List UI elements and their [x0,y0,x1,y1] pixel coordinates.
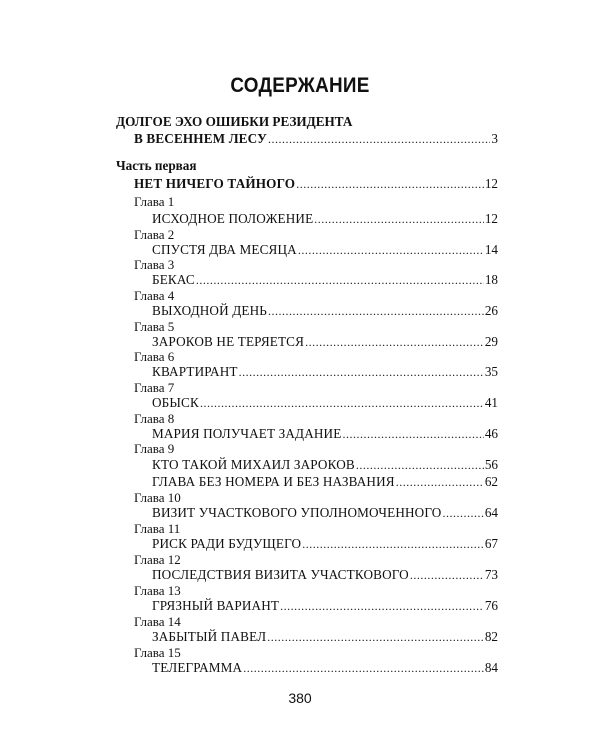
chapter-title: ЗАБЫТЫЙ ПАВЕЛ [152,629,267,644]
chapter-label: Глава 10 [134,490,181,505]
page-ref: 3 [491,131,498,146]
chapter-title: ГРЯЗНЫЙ ВАРИАНТ [152,598,280,613]
toc-entry-prologue[interactable] [0,130,600,148]
part-title: НЕТ НИЧЕГО ТАЙНОГО [134,176,296,191]
chapter-label: Глава 13 [134,583,181,598]
chapter-title: КТО ТАКОЙ МИХАИЛ ЗАРОКОВ [152,457,355,472]
dot-leader [296,175,484,193]
chapter-label: Глава 11 [134,521,181,536]
page-ref: 64 [484,505,498,520]
chapter-title: ВЫХОДНОЙ ДЕНЬ [152,303,267,318]
dot-leader [356,456,484,474]
page-ref: 41 [484,395,498,410]
chapter-title: БЕКАС [152,272,195,287]
chapter-label: Глава 12 [134,552,181,567]
chapter-label: Глава 5 [134,319,175,334]
chapter-label: Глава 4 [134,288,175,303]
chapter-label: Глава 7 [134,380,175,395]
page-ref: 14 [484,242,498,257]
chapter-label: Глава 1 [134,194,175,209]
chapter-label-line [0,193,600,211]
page-ref: 62 [484,474,498,489]
chapter-label: Глава 14 [134,614,181,629]
chapter-title: КВАРТИРАНТ [152,364,238,379]
prologue-title: ДОЛГОЕ ЭХО ОШИБКИ РЕЗИДЕНТА [116,114,353,129]
chapter-label: Глава 8 [134,411,175,426]
page-ref: 82 [484,629,498,644]
prologue-subtitle: В ВЕСЕННЕМ ЛЕСУ [134,131,267,146]
chapter-label: Глава 2 [134,227,175,242]
chapter-label: Глава 6 [134,349,175,364]
chapter-label: Глава 9 [134,441,175,456]
toc-entry-chapter[interactable] [0,456,600,474]
chapter-title: МАРИЯ ПОЛУЧАЕТ ЗАДАНИЕ [152,426,342,441]
chapter-title: ГЛАВА БЕЗ НОМЕРА И БЕЗ НАЗВАНИЯ [152,474,395,489]
chapter-title: ЗАРОКОВ НЕ ТЕРЯЕТСЯ [152,334,305,349]
dot-leader [268,130,490,148]
prologue-title-line [0,113,600,131]
toc-entry-part[interactable] [0,175,600,193]
dot-leader [243,659,484,677]
page-number: 380 [288,690,312,706]
page-title: СОДЕРЖАНИЕ [230,74,370,97]
page-ref: 29 [484,334,498,349]
page-ref: 76 [484,598,498,613]
page-ref: 26 [484,303,498,318]
page-ref: 84 [484,660,498,675]
toc-entry-chapter[interactable] [0,659,600,677]
page-ref: 56 [484,457,498,472]
part-label-line [0,157,600,175]
page-ref: 18 [484,272,498,287]
page-ref: 12 [484,211,498,226]
page-ref: 35 [484,364,498,379]
page-ref: 73 [484,567,498,582]
chapter-title: ПОСЛЕДСТВИЯ ВИЗИТА УЧАСТКОВОГО [152,567,409,582]
part-label: Часть первая [116,158,197,173]
chapter-title: ВИЗИТ УЧАСТКОВОГО УПОЛНОМОЧЕННОГО [152,505,442,520]
chapter-label: Глава 15 [134,645,181,660]
chapter-title: СПУСТЯ ДВА МЕСЯЦА [152,242,297,257]
page-ref: 46 [484,426,498,441]
page-ref: 12 [484,176,498,191]
chapter-label: Глава 3 [134,257,175,272]
chapter-title: ОБЫСК [152,395,199,410]
chapter-title: ТЕЛЕГРАММА [152,660,243,675]
chapter-title: ИСХОДНОЕ ПОЛОЖЕНИЕ [152,211,314,226]
page-ref: 67 [484,536,498,551]
chapter-title: РИСК РАДИ БУДУЩЕГО [152,536,302,551]
